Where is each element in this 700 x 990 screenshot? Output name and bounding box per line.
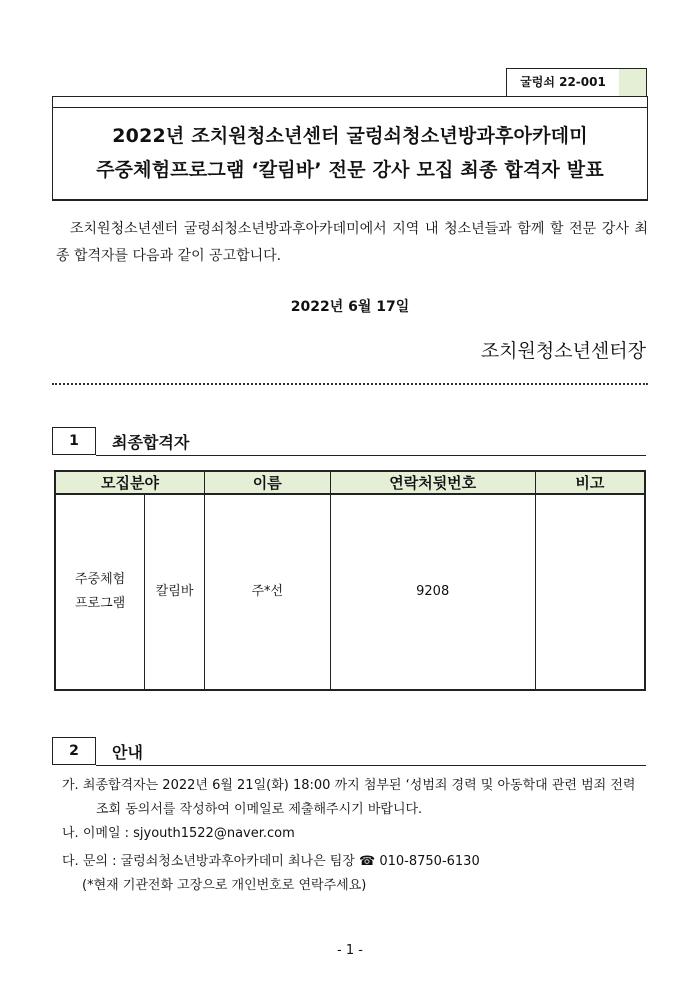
guide-item-ga-line1: 가. 최종합격자는 2022년 6월 21일(화) 18:00 까지 첨부된 ‘성범죄 경력 및 아동학대 관련 범죄 전력 <box>62 778 636 793</box>
guide-item-ga <box>62 774 652 822</box>
cell-phone: 9208 <box>330 494 535 690</box>
cell-subfield: 칼림바 <box>145 494 205 690</box>
title-line-1: 2022년 조치원청소년센터 굴렁쇠청소년방과후아카데미 <box>112 125 588 147</box>
guide-item-da-line1: 다. 문의 : 굴렁쇠청소년방과후아카데미 최나은 팀장 ☎ 010-8750-6130 <box>62 854 480 869</box>
table-row <box>55 494 645 690</box>
guide-item-na <box>62 822 652 846</box>
signature: 조치원청소년센터장 <box>480 340 646 362</box>
header-name: 이름 <box>205 471 331 494</box>
announcement-date: 2022년 6월 17일 <box>290 299 410 315</box>
guide-item-da <box>62 850 652 898</box>
intro-paragraph: 조치원청소년센터 굴렁쇠청소년방과후아카데미에서 지역 내 청소년들과 함께 할 전문 강사 최종 합격자를 다음과 같이 공고합니다. <box>56 221 648 264</box>
section-2-underline <box>96 765 646 766</box>
results-table <box>54 470 646 691</box>
cell-field-text: 주중체험 프로그램 <box>74 572 126 611</box>
document-number: 굴렁쇠 22-001 <box>506 68 620 97</box>
section-2-number: 2 <box>52 737 96 765</box>
section-2-title: 안내 <box>112 743 143 762</box>
header-phone: 연락처뒷번호 <box>330 471 535 494</box>
section-1-underline <box>96 455 646 456</box>
section-1-number: 1 <box>52 427 96 455</box>
title-line-2: 주중체험프로그램 ‘칼림바’ 전문 강사 모집 최종 합격자 발표 <box>96 159 604 181</box>
header-field: 모집분야 <box>55 471 205 494</box>
header-note: 비고 <box>535 471 645 494</box>
cell-note <box>535 494 645 690</box>
guide-item-na-line1: 나. 이메일 : sjyouth1522@naver.com <box>62 826 295 841</box>
dotted-divider <box>52 383 648 385</box>
guide-item-da-line2: (*현재 기관전화 고장으로 개인번호로 연락주세요) <box>82 878 367 893</box>
section-1-title: 최종합격자 <box>112 433 190 452</box>
cell-name: 주*선 <box>205 494 331 690</box>
document-number-tail <box>619 68 647 97</box>
cell-field <box>55 494 145 690</box>
guide-item-ga-line2: 조회 동의서를 작성하여 이메일로 제출해주시기 바랍니다. <box>96 802 423 817</box>
page-number: - 1 - <box>337 943 363 958</box>
